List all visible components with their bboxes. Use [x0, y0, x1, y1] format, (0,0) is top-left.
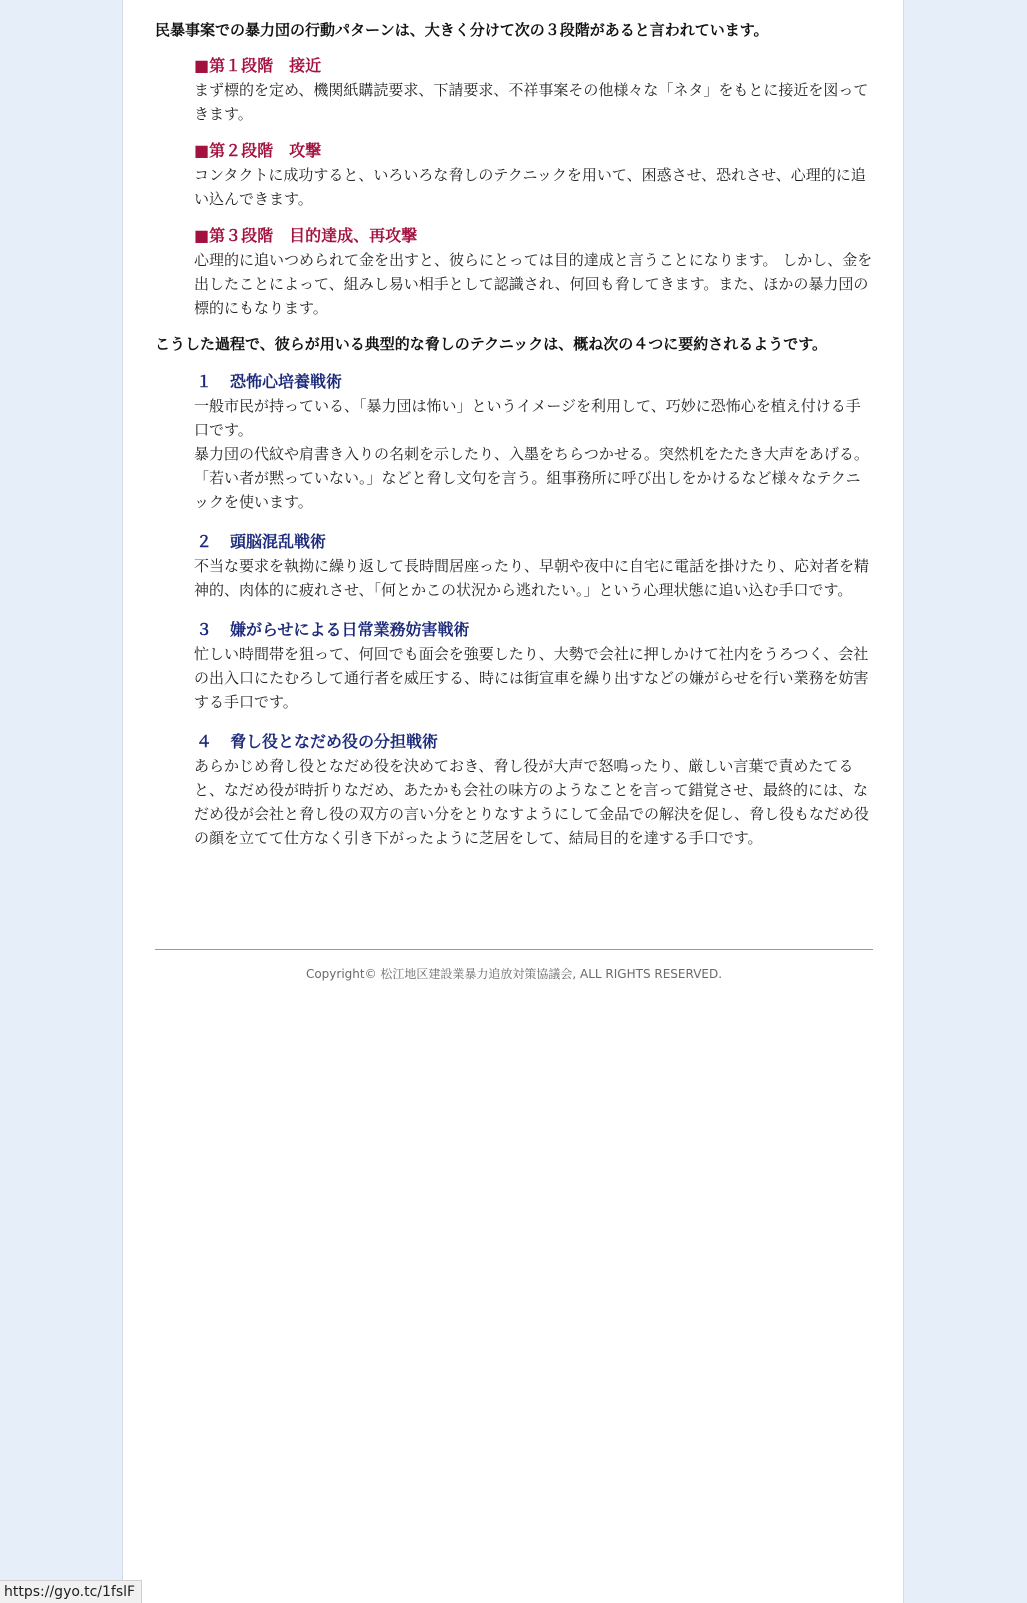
technique-item: [194, 730, 874, 850]
stage-item: [194, 139, 874, 211]
techniques-heading: こうした過程で、彼らが用いる典型的な脅しのテクニックは、概ね次の４つに要約されるようです。: [155, 335, 828, 353]
footer-divider: [155, 949, 873, 950]
technique-number: ４: [196, 732, 213, 751]
stage-title: ■第２段階 攻撃: [194, 141, 322, 160]
technique-text: 一般市民が持っている、「暴力団は怖い」というイメージを利用して、巧妙に恐怖心を植え付ける手口です。: [194, 397, 861, 439]
intro-heading: 民暴事案での暴力団の行動パターンは、大きく分けて次の３段階があると言われています。: [155, 21, 769, 39]
technique-name: 脅し役となだめ役の分担戦術: [230, 732, 439, 751]
main-content: [155, 18, 873, 866]
stage-text: 心理的に追いつめられて金を出すと、彼らにとっては目的達成と言うことになります。 しかし、金を出したことによって、組みし易い相手として認識され、何回も脅してきます。また、ほかの暴力団の標的にもなります。: [194, 251, 873, 317]
technique-item: [194, 370, 874, 514]
technique-title: [194, 618, 874, 642]
technique-number: １: [196, 372, 213, 391]
stage-title: ■第３段階 目的達成、再攻撃: [194, 226, 418, 245]
technique-title: [194, 530, 874, 554]
stage-list: [194, 54, 874, 320]
technique-name: 嫌がらせによる日常業務妨害戦術: [230, 620, 470, 639]
stage-item: [194, 224, 874, 320]
technique-title: [194, 730, 874, 754]
technique-item: [194, 618, 874, 714]
stage-text: まず標的を定め、機関紙購読要求、下請要求、不祥事案その他様々な「ネタ」をもとに接近を図ってきます。: [194, 81, 869, 123]
stage-item: [194, 54, 874, 126]
stage-title: ■第１段階 接近: [194, 56, 322, 75]
technique-list: [194, 370, 874, 850]
technique-item: [194, 530, 874, 602]
stage-text: コンタクトに成功すると、いろいろな脅しのテクニックを用いて、困惑させ、恐れさせ、心理的に追い込んできます。: [194, 166, 866, 208]
status-bar-url: https://gyo.tc/1fslF: [0, 1580, 142, 1603]
technique-text: 暴力団の代紋や肩書き入りの名刺を示したり、入墨をちらつかせる。突然机をたたき大声をあげる。「若い者が黙っていない。」などと脅し文句を言う。組事務所に呼び出しをかけるなど様々なテクニックを使います。: [194, 445, 869, 511]
technique-name: 恐怖心培養戦術: [230, 372, 343, 391]
copyright-text: Copyright© 松江地区建設業暴力追放対策協議会, ALL RIGHTS RESERVED.: [305, 967, 723, 981]
technique-text: あらかじめ脅し役となだめ役を決めておき、脅し役が大声で怒鳴ったり、厳しい言葉で責めたてると、なだめ役が時折りなだめ、あたかも会社の味方のようなことを言って錯覚させ、最終的には、なだめ役が会社と脅し役の双方の言い分をとりなすようにして金品での解決を促し、脅し役もなだめ役の顔を立てて仕方なく引き下がったように芝居をして、結局目的を達する手口です。: [194, 757, 870, 847]
page-column: [122, 0, 904, 1603]
technique-number: ２: [196, 532, 213, 551]
technique-number: ３: [196, 620, 213, 639]
technique-name: 頭脳混乱戦術: [230, 532, 327, 551]
technique-text: 忙しい時間帯を狙って、何回でも面会を強要したり、大勢で会社に押しかけて社内をうろつく、会社の出入口にたむろして通行者を威圧する、時には街宣車を繰り出すなどの嫌がらせを行い業務を妨害する手口です。: [194, 645, 869, 711]
technique-title: [194, 370, 874, 394]
technique-text: 不当な要求を執拗に繰り返して長時間居座ったり、早朝や夜中に自宅に電話を掛けたり、応対者を精神的、肉体的に疲れさせ、「何とかこの状況から逃れたい。」という心理状態に追い込む手口です。: [194, 557, 870, 599]
